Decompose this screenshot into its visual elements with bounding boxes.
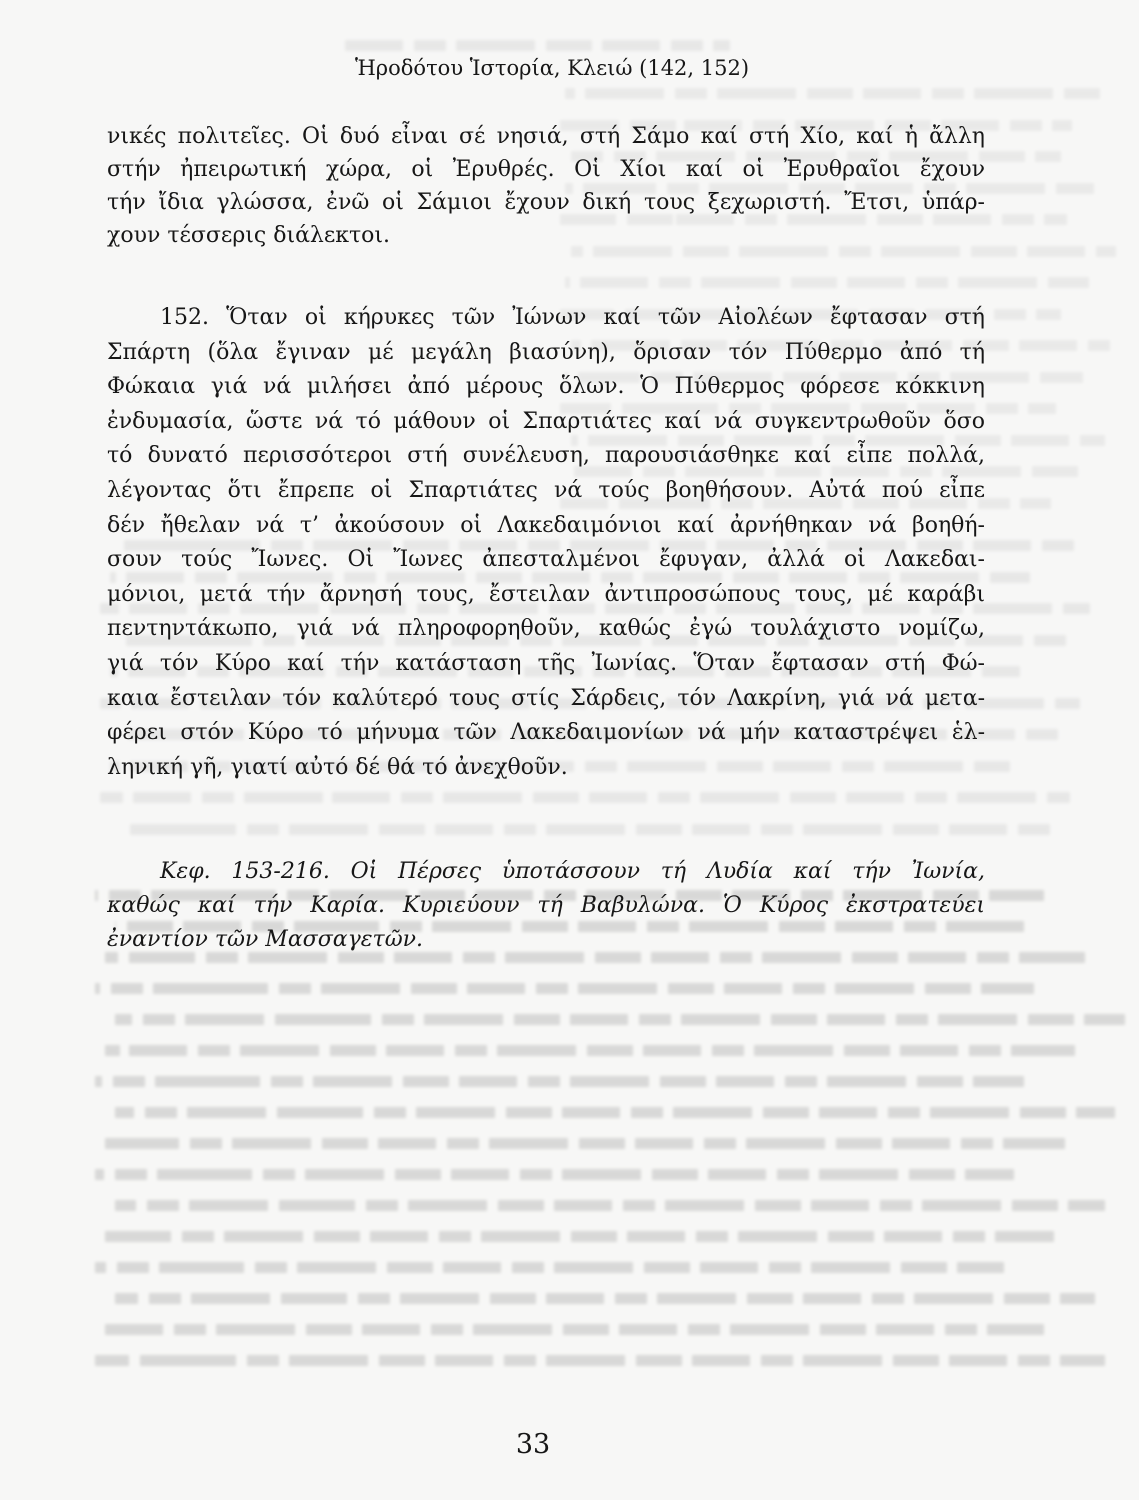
bleed-through-line <box>105 1231 1054 1242</box>
bleed-through-line <box>115 1200 1105 1211</box>
text-line: καια ἔστειλαν τόν καλύτερό τους στίς Σάρδεις, τόν Λακρίνη, γιά νά μετα- <box>107 685 985 711</box>
chapter-summary <box>107 855 985 957</box>
text-line: δέν ἤθελαν νά τ’ ἀκούσουν οἱ Λακεδαιμόνιοι καί ἀρνήθηκαν νά βοηθή- <box>107 512 985 538</box>
bleed-through-line <box>105 1324 1044 1335</box>
paragraph-152 <box>107 301 985 785</box>
bleed-through-bottom <box>95 890 1105 1395</box>
text-line: χουν τέσσερις διάλεκτοι. <box>107 223 391 248</box>
bleed-through-header <box>345 40 730 54</box>
bleed-through-line <box>105 1045 1075 1056</box>
text-line: λέγοντας ὅτι ἔπρεπε οἱ Σπαρτιάτες νά τούς βοηθήσουν. Αὐτά πού εἶπε <box>107 477 985 503</box>
text-line: 152. Ὅταν οἱ κήρυκες τῶν Ἰώνων καί τῶν Αἰολέων ἔφτασαν στή <box>160 305 985 330</box>
paragraph-1 <box>107 120 985 252</box>
bleed-through-line <box>115 1014 1125 1025</box>
text-line: Σπάρτη (ὅλα ἔγιναν μέ μεγάλη βιασύνη), ὅρισαν τόν Πύθερμο ἀπό τή <box>107 339 985 365</box>
bleed-through-line <box>95 1355 1105 1366</box>
text-line: τό δυνατό περισσότεροι στή συνέλευση, παρουσιάσθηκε καί εἶπε πολλά, <box>107 443 985 469</box>
bleed-through-line <box>565 277 1088 288</box>
bleed-through-line <box>95 983 1034 994</box>
text-line: ἐναντίον τῶν Μασσαγετῶν. <box>107 927 424 952</box>
text-line: τήν ἴδια γλώσσα, ἐνῶ οἱ Σάμιοι ἔχουν δική τους ξεχωριστή. Ἔτσι, ὑπάρ- <box>107 190 985 215</box>
text-line: φέρει στόν Κύρο τό μήνυμα τῶν Λακεδαιμονίων νά μήν καταστρέψει ἑλ- <box>107 720 985 746</box>
running-header: Ἡροδότου Ἱστορία, Κλειώ (142, 152) <box>354 56 750 80</box>
text-line: Κεφ. 153-216. Οἱ Πέρσες ὑποτάσσουν τή Λυδία καί τήν Ἰωνία, <box>160 859 985 884</box>
bleed-through-line <box>105 1138 1065 1149</box>
bleed-through-line <box>115 1107 1115 1118</box>
bleed-through-line <box>100 792 1070 803</box>
text-line: Φώκαια γιά νά μιλήσει ἀπό μέρους ὅλων. Ὁ Πύθερμος φόρεσε κόκκινη <box>107 374 985 400</box>
text-line: στήν ἠπειρωτική χώρα, οἱ Ἐρυθρές. Οἱ Χίοι καί οἱ Ἐρυθραῖοι ἔχουν <box>107 157 985 182</box>
text-line: πεντηντάκωπο, γιά νά πληροφορηθοῦν, καθώς ἐγώ τουλάχιστο νομίζω, <box>107 616 985 642</box>
bleed-through-line <box>345 40 730 51</box>
bleed-through-line <box>95 1169 1014 1180</box>
text-line: καθώς καί τήν Καρία. Κυριεύουν τή Βαβυλώνα. Ὁ Κύρος ἐκστρατεύει <box>107 893 985 918</box>
bleed-through-line <box>95 1076 1024 1087</box>
text-line: γιά τόν Κύρο καί τήν κατάσταση τῆς Ἰωνίας. Ὅταν ἔφτασαν στή Φώ- <box>107 650 985 676</box>
text-line: σουν τούς Ἴωνες. Οἱ Ἴωνες ἀπεσταλμένοι ἔφυγαν, ἀλλά οἱ Λακεδαι- <box>107 547 985 573</box>
bleed-through-line <box>565 88 1099 99</box>
text-line: ληνική γῆ, γιατί αὐτό δέ θά τό ἀνεχθοῦν. <box>107 754 568 780</box>
text-line: ἐνδυμασία, ὥστε νά τό μάθουν οἱ Σπαρτιάτες καί νά συγκεντρωθοῦν ὅσο <box>107 408 985 434</box>
page-number: 33 <box>515 1429 551 1460</box>
text-line: νικές πολιτεῖες. Οἱ δυό εἶναι σέ νησιά, στή Σάμο καί στή Χίο, καί ἡ ἄλλη <box>107 124 985 149</box>
text-line: μόνιοι, μετά τήν ἄρνησή τους, ἔστειλαν ἀντιπροσώπους τους, μέ καράβι <box>107 581 985 607</box>
bleed-through-line <box>120 824 1050 835</box>
bleed-through-line <box>115 1293 1095 1304</box>
bleed-through-line <box>95 1262 1004 1273</box>
